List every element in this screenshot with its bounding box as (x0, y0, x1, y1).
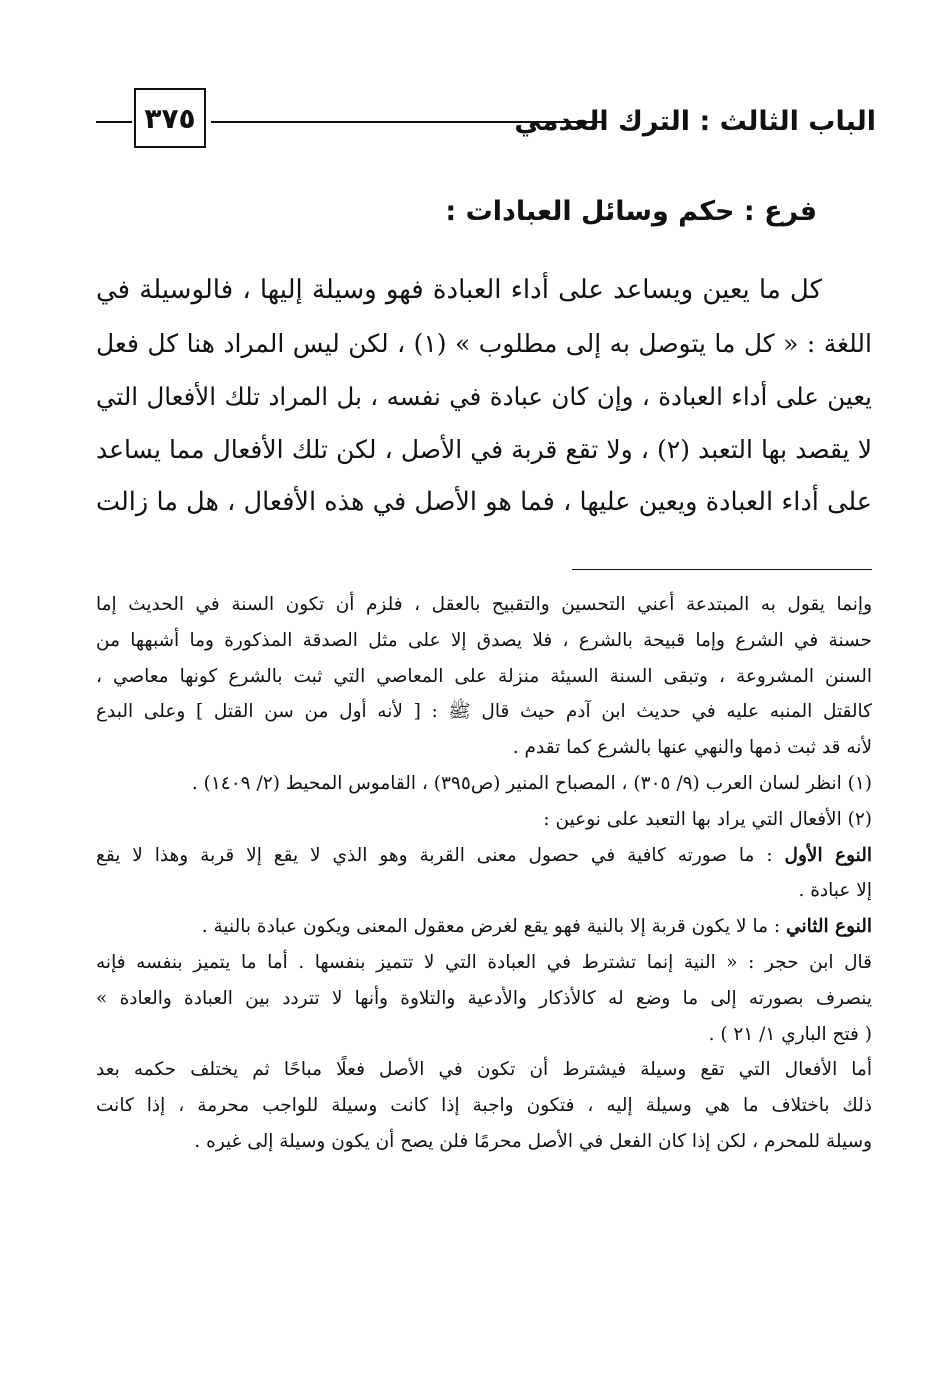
main-text-line: لا يقصد بها التعبد (٢) ، ولا تقع قربة في الأصل ، لكن تلك الأفعال مما يساعد (96, 435, 873, 464)
main-text-line: يعين على أداء العبادة ، وإن كان عبادة في نفسه ، بل المراد تلك الأفعال التي (96, 382, 872, 411)
page-number: ٣٧٥ (134, 88, 206, 148)
footnote-line (96, 1124, 872, 1160)
header-rule (211, 121, 606, 123)
main-text-line: اللغة : « كل ما يتوصل به إلى مطلوب » (١) ، لكن ليس المراد هنا كل فعل (96, 329, 872, 358)
section-heading: فرع : حكم وسائل العبادات : (445, 196, 817, 227)
footnote-text: (٢) الأفعال التي يراد بها التعبد على نوعين : (543, 808, 872, 830)
header-rule-left (96, 121, 132, 123)
footnote-text: ( فتح الباري ١/ ٢١ ) . (708, 1023, 872, 1045)
footnote-text: : ما صورته كافية في حصول معنى القربة وهو الذي لا يقع إلا قربة وهذا لا يقع (96, 844, 785, 866)
footnote-bold-term: النوع الأول (784, 844, 872, 866)
main-text-line: كل ما يعين ويساعد على أداء العبادة فهو وسيلة إليها ، فالوسيلة في (96, 275, 822, 305)
footnote-separator (572, 569, 872, 570)
footnote-line (96, 945, 872, 981)
footnote-line (96, 873, 872, 909)
footnote-text: السنن المشروعة ، وتبقى السنة السيئة منزلة على المعاصي التي ثبت بالشرع كونها معاصي ، (96, 665, 872, 687)
footnote-text: وسيلة للمحرم ، لكن إذا كان الفعل في الأصل محرمًا فلن يصح أن يكون وسيلة إلى غيره . (194, 1130, 872, 1152)
footnote-line (96, 909, 872, 945)
footnote-text: إلا عبادة . (798, 880, 872, 902)
footnote-text: ذلك باختلاف ما هي وسيلة إليه ، فتكون واجبة إذا كانت وسيلة للواجب محرمة ، إذا كانت (96, 1095, 872, 1117)
footnote-text: وإنما يقول به المبتدعة أعني التحسين والتقبيح بالعقل ، فلزم أن تكون السنة في الحديث إما (96, 594, 872, 615)
footnote-line (96, 1088, 872, 1124)
footnote-line (96, 587, 872, 623)
footnote-line (96, 838, 872, 874)
footnote-text: (١) انظر لسان العرب (٩/ ٣٠٥) ، المصباح المنير (ص٣٩٥) ، القاموس المحيط (٢/ ١٤٠٩) . (191, 772, 872, 794)
footnote-text: أما الأفعال التي تقع وسيلة فيشترط أن تكون في الأصل فعلًا مباحًا ثم يختلف حكمه بعد (96, 1059, 872, 1081)
footnote-line (96, 1017, 872, 1053)
main-text-line: على أداء العبادة ويعين عليها ، فما هو الأصل في هذه الأفعال ، هل ما زالت (96, 487, 872, 517)
footnote-line (96, 623, 872, 659)
footnote-text: ينصرف بصورته إلى ما وضع له كالأذكار والأدعية والتلاوة وأنها لا تتردد بين العبادة والعادة » (96, 987, 872, 1009)
footnote-line (96, 802, 872, 838)
footnote-text: قال ابن حجر : « النية إنما تشترط في العبادة التي لا تتميز بنفسها . أما ما يتميز بنفسه فإنه (96, 951, 872, 973)
footnote-line (96, 766, 872, 802)
footnotes (96, 587, 872, 1160)
footnote-text: : ما لا يكون قربة إلا بالنية فهو يقع لغرض معقول المعنى ويكون عبادة بالنية . (201, 916, 787, 938)
main-text (96, 264, 872, 529)
footnote-line (96, 1052, 872, 1088)
footnote-text: لأنه قد ثبت ذمها والنهي عنها بالشرع كما تقدم . (512, 737, 872, 759)
footnote-line (96, 659, 872, 695)
footnote-line (96, 981, 872, 1017)
footnote-text: حسنة في الشرع وإما قبيحة بالشرع ، فلا يصدق إلا على مثل الصدقة المذكورة وما أشبهها من (96, 629, 872, 651)
running-header (96, 88, 876, 152)
running-title: الباب الثالث : الترك العدمي (514, 106, 876, 137)
footnote-line (96, 730, 872, 766)
footnote-text: كالقتل المنبه عليه في حديث ابن آدم حيث قال ﷺ : [ لأنه أول من سن القتل ] وعلى البدع (96, 701, 872, 723)
footnote-line (96, 694, 872, 730)
footnote-bold-term: النوع الثاني (786, 916, 872, 938)
